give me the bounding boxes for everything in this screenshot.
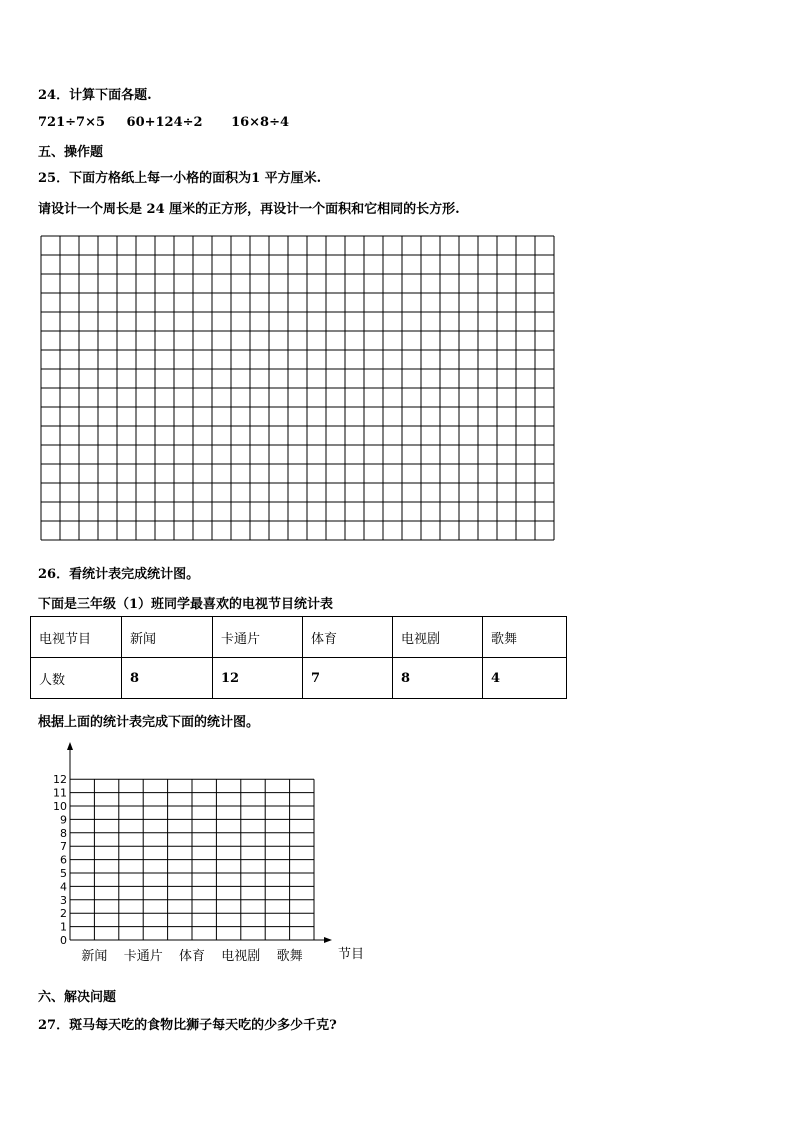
x-category-label: 卡通片 bbox=[123, 949, 163, 964]
table-cell: 电视剧 bbox=[393, 617, 483, 658]
y-tick-label: 7 bbox=[60, 840, 67, 854]
x-category-label: 新闻 bbox=[81, 949, 108, 964]
q24-expr-3: 16×8÷4 bbox=[231, 115, 290, 130]
x-category-label: 体育 bbox=[178, 949, 206, 964]
section-6-heading: 六、解决问题 bbox=[38, 990, 117, 1005]
q24-title: 24．计算下面各题. bbox=[38, 88, 152, 103]
q24-expr-1: 721÷7×5 bbox=[38, 115, 106, 130]
table-cell: 8 bbox=[122, 658, 213, 699]
q27-title: 27．斑马每天吃的食物比狮子每天吃的少多少千克? bbox=[38, 1018, 337, 1033]
table-cell: 人数 bbox=[31, 658, 122, 699]
table-cell: 电视节目 bbox=[31, 617, 122, 658]
y-tick-label: 8 bbox=[60, 826, 67, 840]
q25-instruction: 请设计一个周长是 24 厘米的正方形，再设计一个面积和它相同的长方形. bbox=[38, 202, 460, 217]
table-cell: 歌舞 bbox=[483, 617, 567, 658]
x-axis-label: 节目 bbox=[337, 947, 365, 962]
table-cell: 4 bbox=[483, 658, 567, 699]
y-tick-label: 10 bbox=[53, 800, 67, 813]
q26-chart-instruction: 根据上面的统计表完成下面的统计图。 bbox=[38, 715, 260, 730]
grid-paper bbox=[40, 235, 556, 541]
bar-chart bbox=[40, 740, 380, 972]
table-cell: 卡通片 bbox=[213, 617, 303, 658]
table-header-row bbox=[31, 617, 567, 658]
x-category-label: 歌舞 bbox=[276, 949, 303, 964]
section-5-heading: 五、操作题 bbox=[38, 145, 104, 160]
table-cell: 新闻 bbox=[122, 617, 213, 658]
q24-expressions bbox=[38, 115, 289, 130]
tv-program-table bbox=[30, 616, 567, 699]
table-cell: 8 bbox=[393, 658, 483, 699]
table-cell: 12 bbox=[213, 658, 303, 699]
table-cell: 7 bbox=[303, 658, 393, 699]
y-tick-label: 11 bbox=[53, 786, 67, 800]
table-row bbox=[31, 658, 567, 699]
y-tick-label: 1 bbox=[60, 920, 67, 934]
y-tick-label: 6 bbox=[60, 853, 67, 867]
q26-table-caption: 下面是三年级（1）班同学最喜欢的电视节目统计表 bbox=[38, 597, 334, 612]
y-tick-label: 9 bbox=[60, 813, 67, 827]
y-tick-label: 4 bbox=[60, 880, 67, 894]
y-tick-label: 0 bbox=[60, 934, 67, 947]
y-tick-label: 3 bbox=[60, 893, 67, 907]
y-tick-label: 2 bbox=[60, 907, 67, 921]
q25-title: 25．下面方格纸上每一小格的面积为1 平方厘米. bbox=[38, 171, 322, 186]
y-tick-label: 5 bbox=[60, 867, 67, 880]
table-cell: 体育 bbox=[303, 617, 393, 658]
x-category-label: 电视剧 bbox=[221, 949, 261, 964]
y-tick-label: 12 bbox=[53, 773, 67, 787]
x-axis-arrow bbox=[324, 937, 332, 943]
q26-title: 26．看统计表完成统计图。 bbox=[38, 567, 200, 582]
q24-expr-2: 60+124÷2 bbox=[126, 115, 203, 130]
y-axis-arrow bbox=[67, 742, 73, 750]
